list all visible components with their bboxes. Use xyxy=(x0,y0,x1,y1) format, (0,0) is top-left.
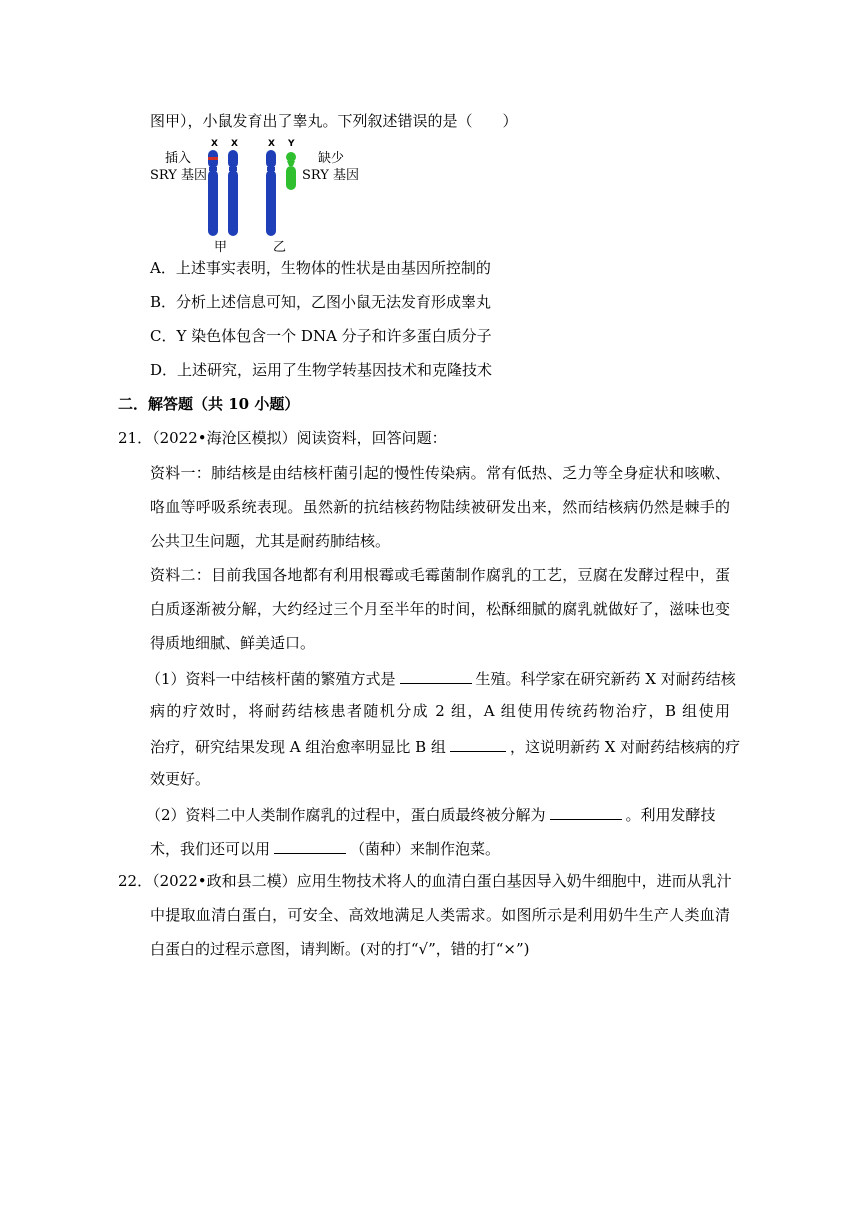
q21-part1-text-b: 生殖。科学家在研究新药 X 对耐药结核 xyxy=(475,670,736,688)
answer-blank-2[interactable] xyxy=(450,735,506,752)
q21-part2-line2-text-a: 术，我们还可以用 xyxy=(150,840,271,858)
q21-material2-line2: 白质逐渐被分解，大约经过三个月至半年的时间，松酥细腻的腐乳就做好了，滋味也变 xyxy=(150,600,730,618)
q21-part2-line2 xyxy=(150,837,500,859)
q22-line2: 中提取血清白蛋白，可安全、高效地满足人类需求。如图所示是利用奶牛生产人类血清 xyxy=(150,906,730,924)
answer-blank-1[interactable] xyxy=(400,667,472,684)
q21-part2-line2-text-b: （菌种）来制作泡菜。 xyxy=(350,840,501,858)
q21-part2-text-b: 。利用发酵技 xyxy=(625,806,716,824)
chrom-label-y: Y xyxy=(288,139,295,149)
q21-part2-line1 xyxy=(146,803,716,825)
q21-header: 21．（2022•海沧区模拟）阅读资料，回答问题： xyxy=(118,429,447,447)
q21-part1-line1 xyxy=(146,667,736,689)
q20-option-a: A．上述事实表明，生物体的性状是由基因所控制的 xyxy=(150,259,491,277)
q21-material2-line1: 资料二：目前我国各地都有利用根霉或毛霉菌制作腐乳的工艺，豆腐在发酵过程中，蛋 xyxy=(150,566,730,584)
chrom-label-x3: X xyxy=(268,139,275,149)
chromosome-x-jia xyxy=(228,150,238,236)
chrom-label-x1: X xyxy=(211,139,218,149)
q20-option-b: B．分析上述信息可知，乙图小鼠无法发育形成睾丸 xyxy=(150,293,492,311)
answer-blank-3[interactable] xyxy=(550,803,622,820)
q21-material1-line2: 咯血等呼吸系统表现。虽然新的抗结核药物陆续被研发出来，然而结核病仍然是棘手的 xyxy=(150,498,730,516)
q21-material1-line1: 资料一：肺结核是由结核杆菌引起的慢性传染病。常有低热、乏力等全身症状和咳嗽、 xyxy=(150,464,730,482)
label-missing-gene: SRY 基因 xyxy=(302,168,360,183)
chromosome-x-sry xyxy=(208,150,218,236)
q21-material1-line3: 公共卫生问题，尤其是耐药肺结核。 xyxy=(150,532,391,550)
q22-line1: 22．（2022•政和县二模）应用生物技术将人的血清白蛋白基因导入奶牛细胞中，进而从乳汁 xyxy=(118,872,732,890)
q21-part1-line4: 效更好。 xyxy=(150,770,211,788)
q21-part1-line3-text-b: ，这说明新药 X 对耐药结核病的疗 xyxy=(509,738,741,756)
label-insert-gene: SRY 基因 xyxy=(150,168,208,183)
answer-blank-4[interactable] xyxy=(274,837,346,854)
q20-option-d: D．上述研究，运用了生物学转基因技术和克隆技术 xyxy=(150,361,493,379)
caption-jia: 甲 xyxy=(214,240,228,255)
chromosome-drawing xyxy=(200,148,310,240)
label-insert: 插入 xyxy=(165,151,192,166)
q21-material2-line3: 得质地细腻、鲜美适口。 xyxy=(150,634,316,652)
q22-line3: 白蛋白的过程示意图，请判断。(对的打“√”，错的打“×”) xyxy=(150,940,530,958)
label-missing: 缺少 xyxy=(318,151,345,166)
section-title: 二．解答题（共 10 小题） xyxy=(118,395,300,413)
caption-yi: 乙 xyxy=(273,240,287,255)
chromosome-y-missing-sry xyxy=(286,152,296,190)
q21-part1-line2: 病的疗效时，将耐药结核患者随机分成 2 组，A 组使用传统药物治疗，B 组使用 xyxy=(150,702,730,720)
chromosome-x-yi xyxy=(266,150,276,236)
q21-part2-text-a: （2）资料二中人类制作腐乳的过程中，蛋白质最终被分解为 xyxy=(146,806,546,824)
q21-part1-line3 xyxy=(150,735,740,757)
q21-part1-line3-text-a: 治疗，研究结果发现 A 组治愈率明显比 B 组 xyxy=(150,738,446,756)
chrom-label-x2: X xyxy=(231,139,238,149)
sry-band xyxy=(208,157,218,160)
q20-option-c: C．Y 染色体包含一个 DNA 分子和许多蛋白质分子 xyxy=(150,327,492,345)
q21-part1-text-a: （1）资料一中结核杆菌的繁殖方式是 xyxy=(146,670,396,688)
q20-stem-tail: 图甲），小鼠发育出了睾丸。下列叙述错误的是（ ） xyxy=(150,112,518,130)
